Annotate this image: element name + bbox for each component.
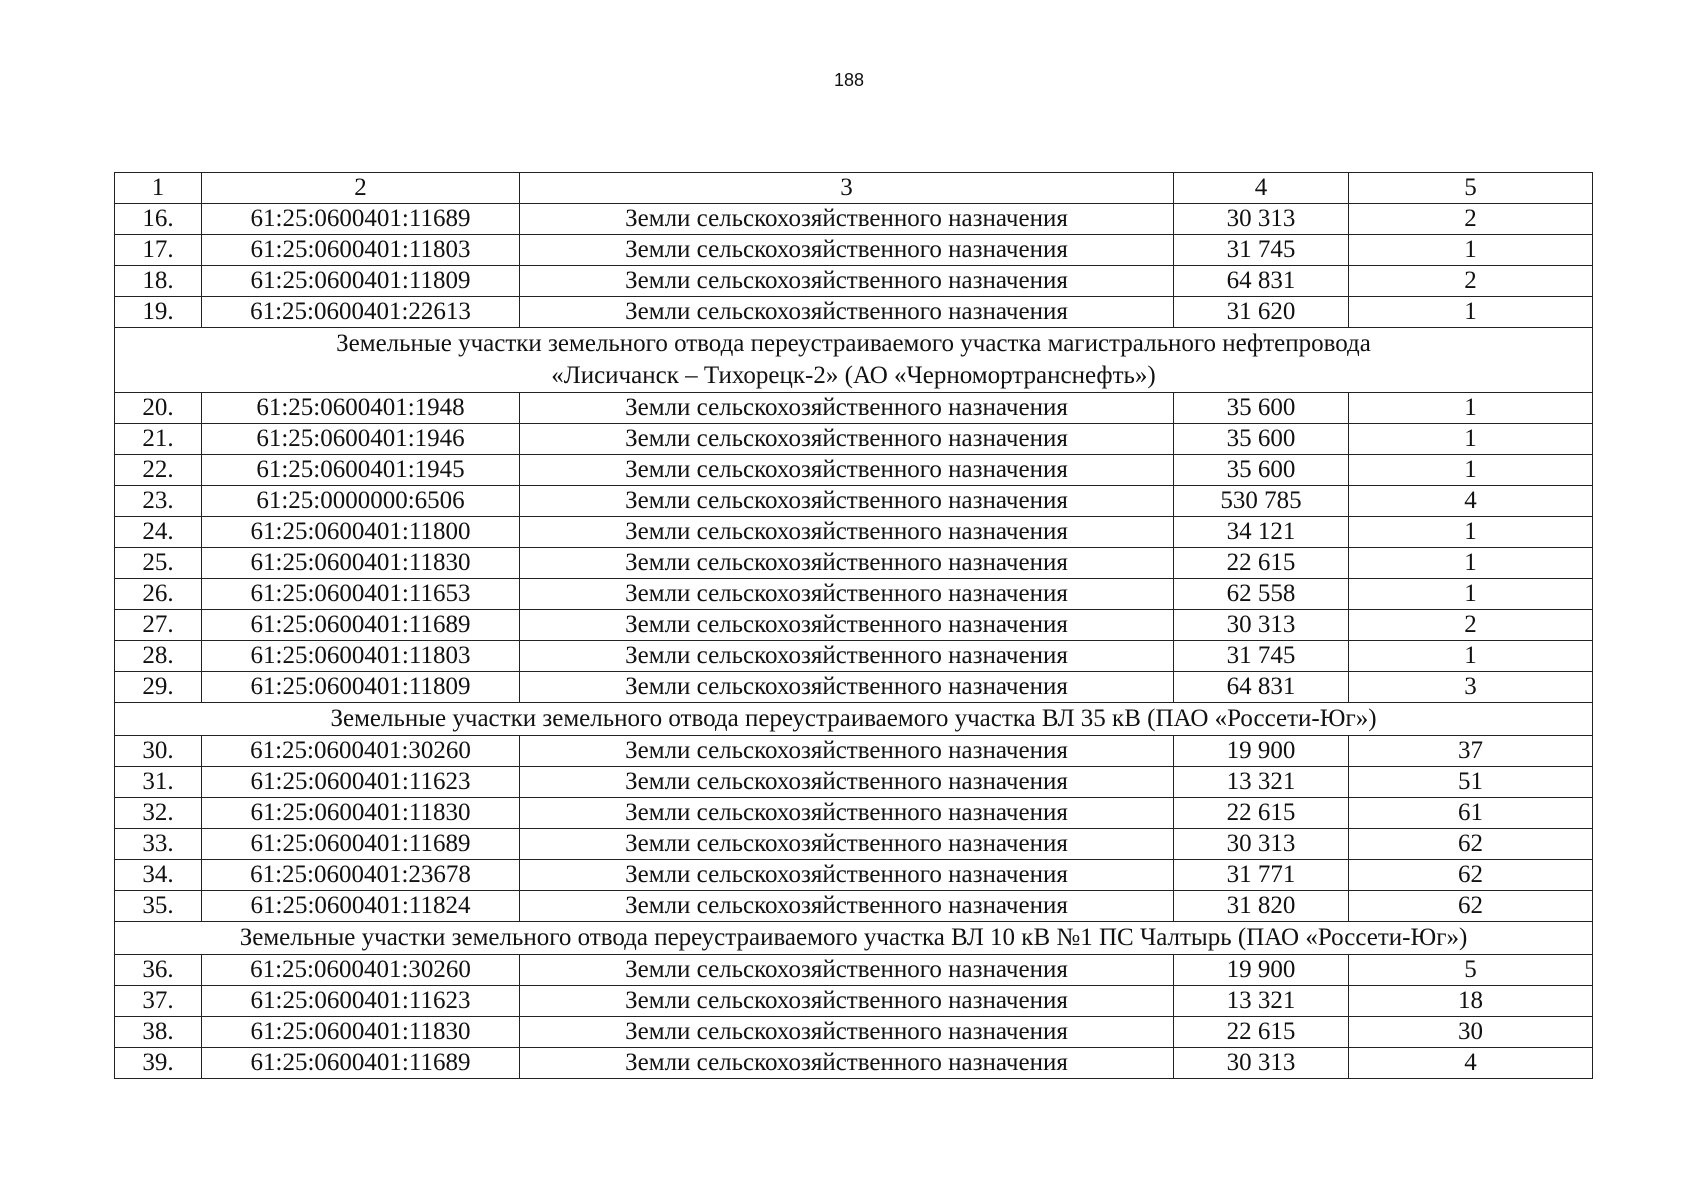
row-number-cell: 23. [115,486,202,517]
land-category-cell: Земли сельскохозяйственного назначения [520,393,1174,424]
count-cell: 3 [1349,672,1593,703]
cadastral-number-cell: 61:25:0000000:6506 [202,486,520,517]
count-cell: 30 [1349,1017,1593,1048]
land-category-cell: Земли сельскохозяйственного назначения [520,1048,1174,1079]
count-cell: 4 [1349,486,1593,517]
land-category-cell: Земли сельскохозяйственного назначения [520,986,1174,1017]
cadastral-number-cell: 61:25:0600401:11653 [202,579,520,610]
area-cell: 13 321 [1174,767,1349,798]
header-cell-1: 1 [115,173,202,204]
row-number-cell: 29. [115,672,202,703]
table-row [115,266,1593,297]
row-number-cell: 39. [115,1048,202,1079]
table-row [115,393,1593,424]
row-number-cell: 31. [115,767,202,798]
cadastral-number-cell: 61:25:0600401:11800 [202,517,520,548]
section-title-line: Земельные участки земельного отвода переустраиваемого участка ВЛ 10 кВ №1 ПС Чалтырь (ПАО «Россети-Юг») [239,924,1468,951]
table-row [115,891,1593,922]
cadastral-number-cell: 61:25:0600401:11809 [202,672,520,703]
table-body [115,173,1593,1079]
area-cell: 30 313 [1174,610,1349,641]
table-row [115,610,1593,641]
count-cell: 61 [1349,798,1593,829]
count-cell: 62 [1349,860,1593,891]
cadastral-number-cell: 61:25:0600401:11830 [202,1017,520,1048]
cadastral-number-cell: 61:25:0600401:11623 [202,986,520,1017]
count-cell: 62 [1349,891,1593,922]
row-number-cell: 30. [115,736,202,767]
area-cell: 35 600 [1174,393,1349,424]
area-cell: 64 831 [1174,266,1349,297]
page-number: 188 [833,70,865,90]
area-cell: 31 745 [1174,641,1349,672]
section-title-line: «Лисичанск – Тихорецк-2» (АО «Черномортранснефть») [551,362,1156,389]
row-number-cell: 17. [115,235,202,266]
header-cell-5: 5 [1349,173,1593,204]
count-cell: 1 [1349,517,1593,548]
land-category-cell: Земли сельскохозяйственного назначения [520,235,1174,266]
row-number-cell: 18. [115,266,202,297]
cadastral-number-cell: 61:25:0600401:11830 [202,798,520,829]
header-cell-3: 3 [520,173,1174,204]
table-row [115,1017,1593,1048]
table-row [115,204,1593,235]
land-category-cell: Земли сельскохозяйственного назначения [520,297,1174,328]
count-cell: 1 [1349,393,1593,424]
land-category-cell: Земли сельскохозяйственного назначения [520,486,1174,517]
area-cell: 19 900 [1174,736,1349,767]
area-cell: 30 313 [1174,204,1349,235]
cadastral-number-cell: 61:25:0600401:11803 [202,235,520,266]
section-row [115,328,1593,393]
land-category-cell: Земли сельскохозяйственного назначения [520,767,1174,798]
table-row [115,798,1593,829]
land-category-cell: Земли сельскохозяйственного назначения [520,672,1174,703]
table-row [115,955,1593,986]
row-number-cell: 33. [115,829,202,860]
area-cell: 31 745 [1174,235,1349,266]
land-category-cell: Земли сельскохозяйственного назначения [520,798,1174,829]
cadastral-number-cell: 61:25:0600401:1948 [202,393,520,424]
count-cell: 1 [1349,235,1593,266]
header-cell-2: 2 [202,173,520,204]
cadastral-number-cell: 61:25:0600401:22613 [202,297,520,328]
row-number-cell: 25. [115,548,202,579]
count-cell: 2 [1349,610,1593,641]
area-cell: 31 771 [1174,860,1349,891]
table-row [115,1048,1593,1079]
row-number-cell: 26. [115,579,202,610]
area-cell: 34 121 [1174,517,1349,548]
area-cell: 22 615 [1174,798,1349,829]
land-category-cell: Земли сельскохозяйственного назначения [520,736,1174,767]
count-cell: 51 [1349,767,1593,798]
section-row [115,922,1593,955]
land-category-cell: Земли сельскохозяйственного назначения [520,610,1174,641]
count-cell: 4 [1349,1048,1593,1079]
table-row [115,641,1593,672]
row-number-cell: 28. [115,641,202,672]
land-category-cell: Земли сельскохозяйственного назначения [520,829,1174,860]
count-cell: 1 [1349,297,1593,328]
table-row [115,548,1593,579]
row-number-cell: 35. [115,891,202,922]
cadastral-number-cell: 61:25:0600401:11830 [202,548,520,579]
land-category-cell: Земли сельскохозяйственного назначения [520,455,1174,486]
land-category-cell: Земли сельскохозяйственного назначения [520,424,1174,455]
section-title [115,922,1593,955]
count-cell: 62 [1349,829,1593,860]
row-number-cell: 27. [115,610,202,641]
area-cell: 35 600 [1174,455,1349,486]
land-category-cell: Земли сельскохозяйственного назначения [520,579,1174,610]
row-number-cell: 24. [115,517,202,548]
section-title-line: Земельные участки земельного отвода переустраиваемого участка ВЛ 35 кВ (ПАО «Россети-Юг») [330,705,1377,732]
row-number-cell: 19. [115,297,202,328]
land-category-cell: Земли сельскохозяйственного назначения [520,891,1174,922]
header-row [115,173,1593,204]
row-number-cell: 34. [115,860,202,891]
count-cell: 1 [1349,548,1593,579]
row-number-cell: 32. [115,798,202,829]
land-category-cell: Земли сельскохозяйственного назначения [520,860,1174,891]
cadastral-number-cell: 61:25:0600401:11689 [202,1048,520,1079]
area-cell: 62 558 [1174,579,1349,610]
land-category-cell: Земли сельскохозяйственного назначения [520,204,1174,235]
table-row [115,829,1593,860]
table-row [115,424,1593,455]
row-number-cell: 37. [115,986,202,1017]
land-plots-table [114,172,1593,1079]
count-cell: 1 [1349,455,1593,486]
row-number-cell: 38. [115,1017,202,1048]
land-category-cell: Земли сельскохозяйственного назначения [520,266,1174,297]
area-cell: 30 313 [1174,1048,1349,1079]
row-number-cell: 20. [115,393,202,424]
count-cell: 1 [1349,424,1593,455]
count-cell: 1 [1349,641,1593,672]
table-row [115,297,1593,328]
count-cell: 1 [1349,579,1593,610]
cadastral-number-cell: 61:25:0600401:11689 [202,204,520,235]
section-title [115,703,1593,736]
section-title [115,328,1593,393]
cadastral-number-cell: 61:25:0600401:11803 [202,641,520,672]
cadastral-number-cell: 61:25:0600401:30260 [202,736,520,767]
land-category-cell: Земли сельскохозяйственного назначения [520,1017,1174,1048]
cadastral-number-cell: 61:25:0600401:11809 [202,266,520,297]
area-cell: 19 900 [1174,955,1349,986]
section-title-line: Земельные участки земельного отвода переустраиваемого участка магистрального нефтепровода [336,330,1371,357]
row-number-cell: 16. [115,204,202,235]
section-row [115,703,1593,736]
cadastral-number-cell: 61:25:0600401:23678 [202,860,520,891]
table-row [115,860,1593,891]
cadastral-number-cell: 61:25:0600401:30260 [202,955,520,986]
header-cell-4: 4 [1174,173,1349,204]
area-cell: 31 820 [1174,891,1349,922]
area-cell: 22 615 [1174,548,1349,579]
area-cell: 13 321 [1174,986,1349,1017]
row-number-cell: 22. [115,455,202,486]
cadastral-number-cell: 61:25:0600401:11689 [202,829,520,860]
table-row [115,455,1593,486]
table-row [115,736,1593,767]
count-cell: 2 [1349,266,1593,297]
area-cell: 31 620 [1174,297,1349,328]
table-row [115,672,1593,703]
land-category-cell: Земли сельскохозяйственного назначения [520,548,1174,579]
area-cell: 530 785 [1174,486,1349,517]
row-number-cell: 21. [115,424,202,455]
count-cell: 5 [1349,955,1593,986]
land-category-cell: Земли сельскохозяйственного назначения [520,955,1174,986]
count-cell: 37 [1349,736,1593,767]
area-cell: 22 615 [1174,1017,1349,1048]
count-cell: 18 [1349,986,1593,1017]
area-cell: 35 600 [1174,424,1349,455]
table-row [115,235,1593,266]
cadastral-number-cell: 61:25:0600401:11689 [202,610,520,641]
area-cell: 30 313 [1174,829,1349,860]
area-cell: 64 831 [1174,672,1349,703]
table-row [115,579,1593,610]
count-cell: 2 [1349,204,1593,235]
cadastral-number-cell: 61:25:0600401:1945 [202,455,520,486]
table-row [115,767,1593,798]
table-row [115,517,1593,548]
row-number-cell: 36. [115,955,202,986]
cadastral-number-cell: 61:25:0600401:11824 [202,891,520,922]
land-category-cell: Земли сельскохозяйственного назначения [520,641,1174,672]
land-category-cell: Земли сельскохозяйственного назначения [520,517,1174,548]
table-row [115,486,1593,517]
cadastral-number-cell: 61:25:0600401:1946 [202,424,520,455]
cadastral-number-cell: 61:25:0600401:11623 [202,767,520,798]
table-row [115,986,1593,1017]
